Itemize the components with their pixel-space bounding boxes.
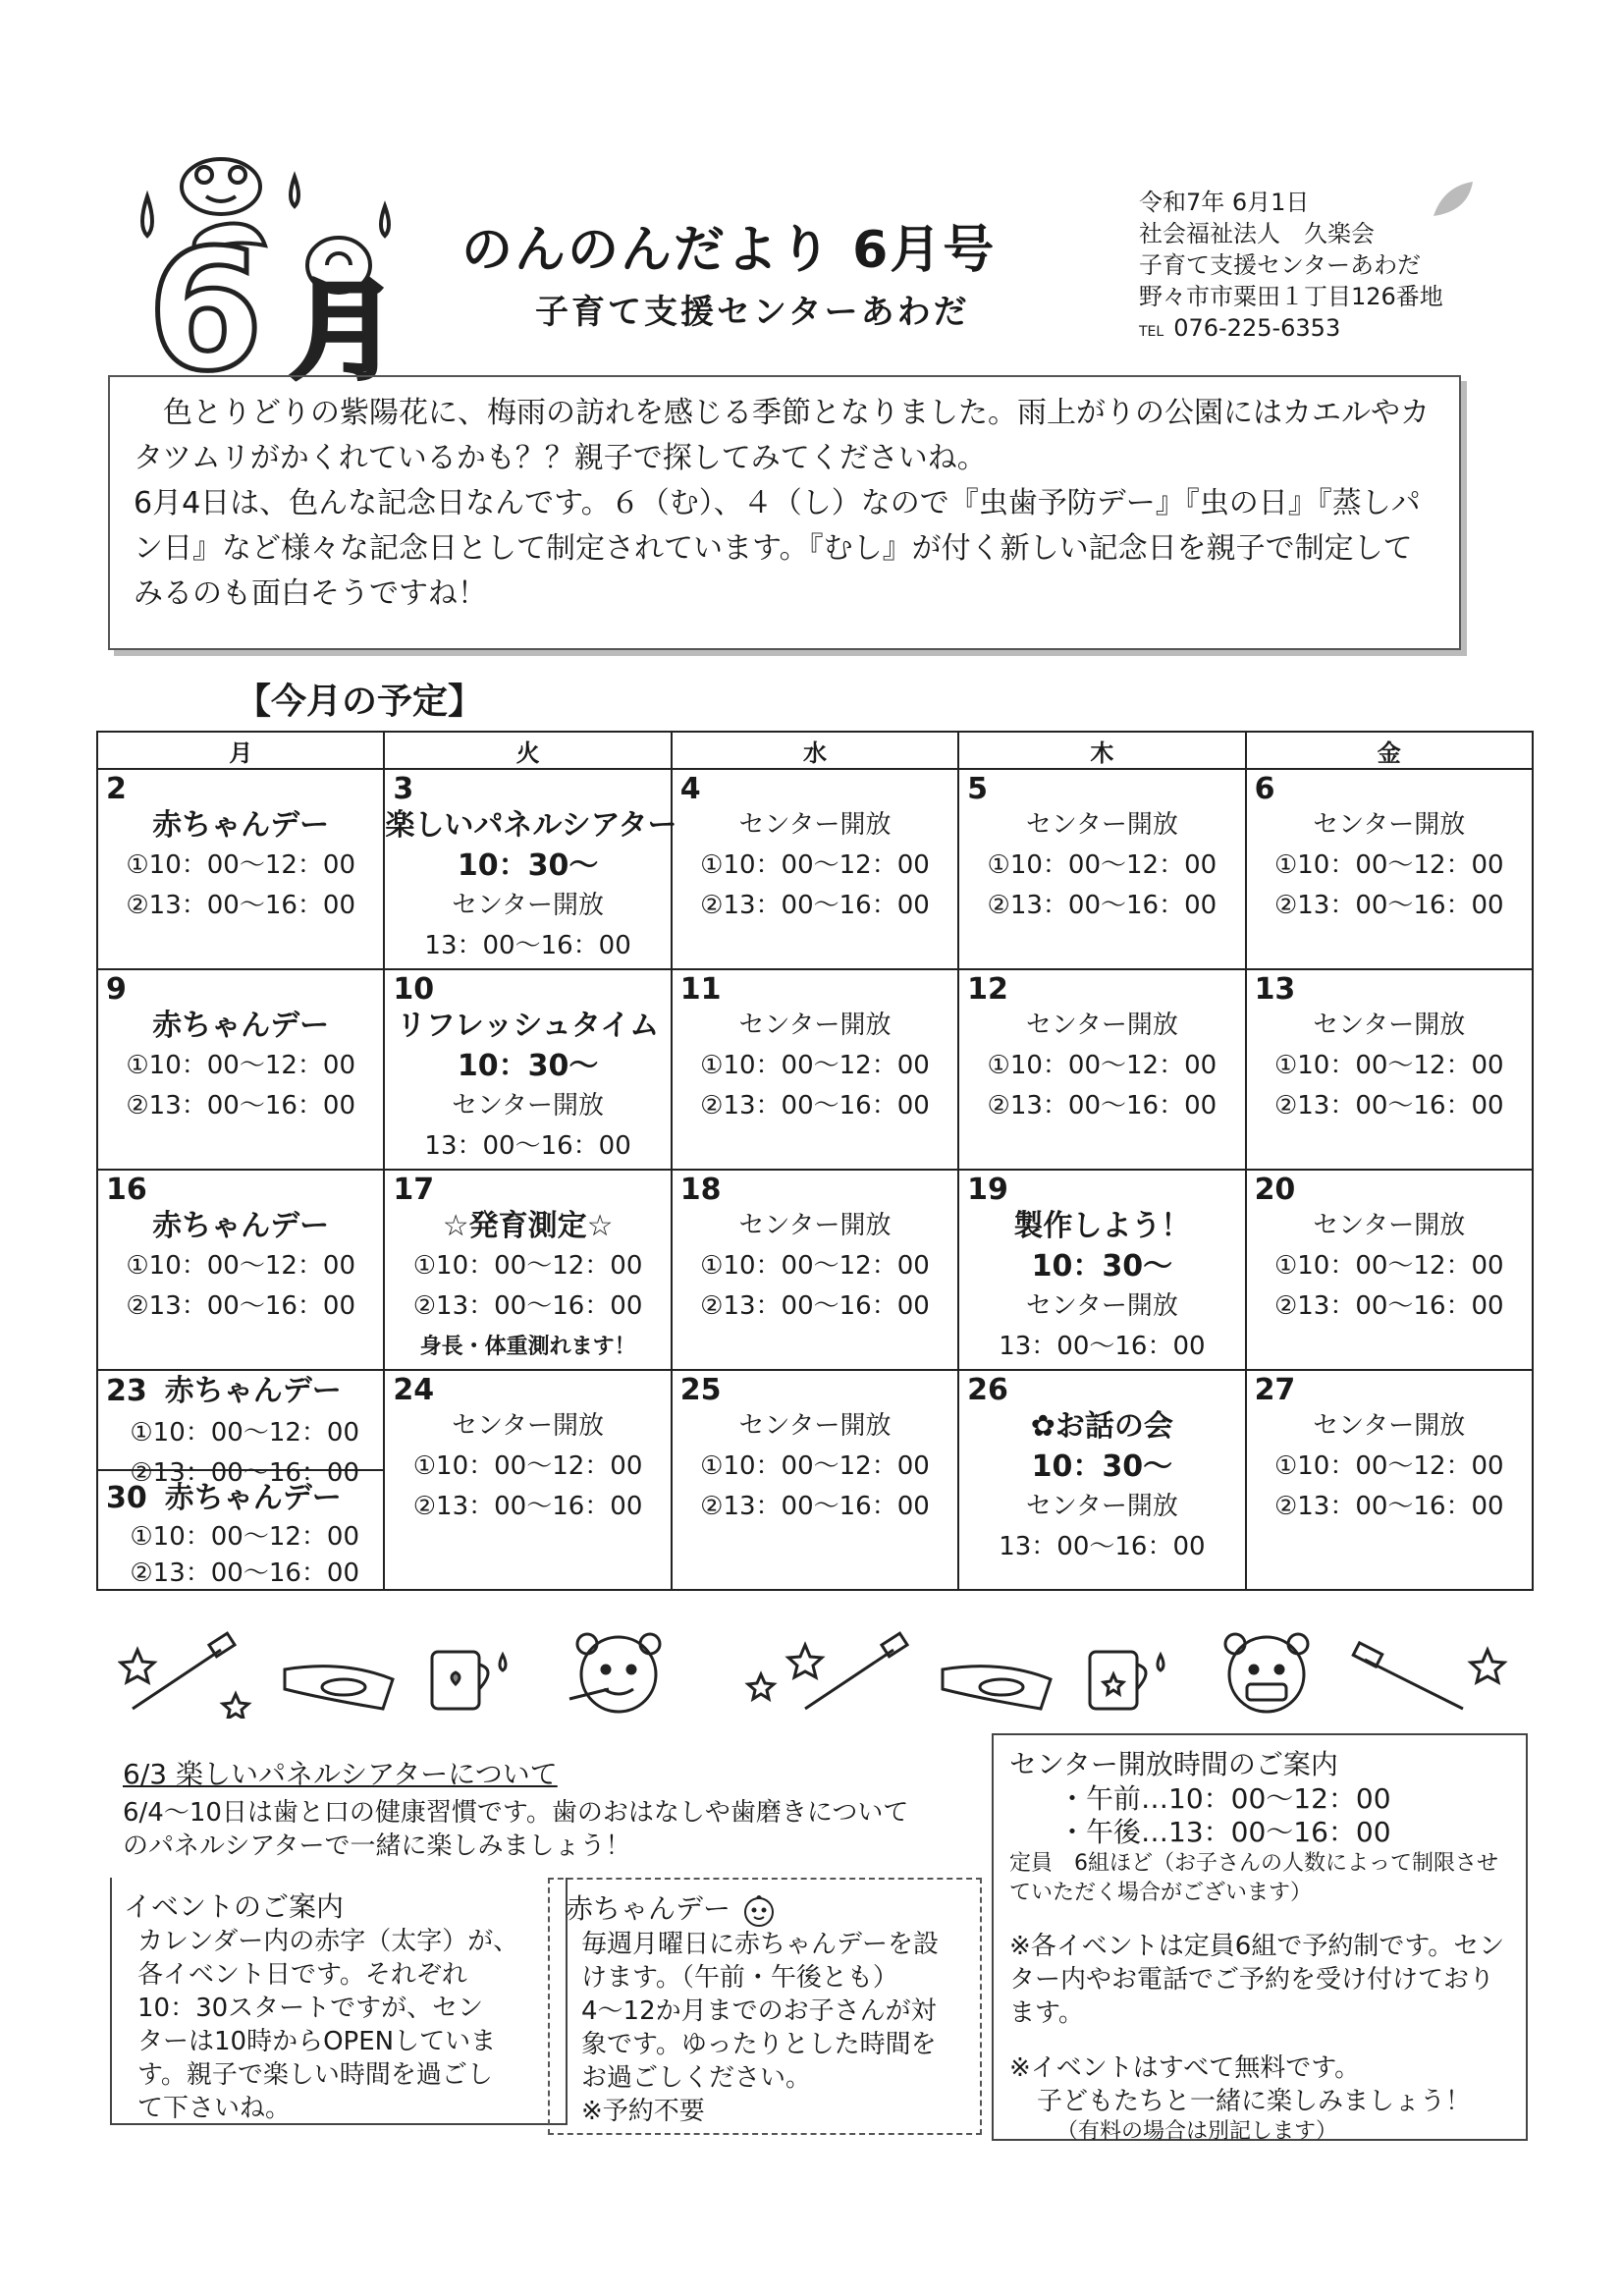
event-story-time: ✿お話の会 (1030, 1409, 1173, 1444)
slot-morning: ①10：00～12：00 (700, 1451, 930, 1481)
center-open: センター開放 (1025, 810, 1178, 840)
day-number: 2 (106, 772, 127, 806)
slot-morning: ①10：00～12：00 (700, 850, 930, 880)
open-hours: 13：00～16：00 (424, 1131, 631, 1161)
weekday-wed: 水 (672, 732, 958, 769)
baby-day-line: お過ごしください。 (581, 2063, 812, 2093)
day-number: 23 (106, 1374, 147, 1408)
day-number: 17 (393, 1173, 435, 1207)
calendar-week-2 (97, 969, 1533, 1170)
slot-morning: ①10：00～12：00 (130, 1522, 360, 1552)
baby-day-line: 4～12か月までのお子さんが対 (581, 1996, 937, 2026)
telephone (1139, 312, 1443, 348)
day-number: 10 (393, 972, 435, 1007)
slot-afternoon: ②13：00～16：00 (700, 1091, 930, 1121)
hours-morning: ・午前…10：00～12：00 (1058, 1782, 1391, 1815)
slot-morning: ①10：00～12：00 (126, 1051, 356, 1080)
leaf-icon (1424, 177, 1483, 226)
calendar-cell-5 (958, 769, 1245, 969)
star-icon (788, 1645, 822, 1677)
intro-message-box (108, 375, 1461, 650)
toothpaste-icon (943, 1667, 1051, 1709)
event-info-line: 各イベント日です。それぞれ (137, 1960, 467, 1990)
calendar-week-4 (97, 1370, 1533, 1590)
event-time: 10：30～ (1031, 1449, 1173, 1484)
slot-morning: ①10：00～12：00 (1273, 1051, 1504, 1080)
baby-day-line: 象です。ゆったりとした時間を (581, 2030, 937, 2059)
monthly-calendar (96, 731, 1534, 1591)
water-drop-icon (1158, 1655, 1163, 1670)
day-number: 3 (393, 772, 414, 806)
cup-icon (1090, 1652, 1146, 1709)
event-baby-day: 赤ちゃんデー (152, 1209, 330, 1243)
event-baby-day: 赤ちゃんデー (152, 1009, 330, 1043)
center-open: センター開放 (738, 1211, 892, 1240)
tel-label: TEL (1139, 324, 1164, 340)
address: 野々市市粟田１丁目126番地 (1139, 283, 1443, 310)
calendar-cell-12 (958, 969, 1245, 1170)
day-number: 9 (106, 972, 127, 1007)
day-number: 13 (1254, 972, 1296, 1007)
day-number: 19 (967, 1173, 1008, 1207)
bear-brushing-icon (569, 1634, 660, 1712)
day-number: 27 (1254, 1373, 1296, 1407)
day-number: 25 (679, 1373, 722, 1407)
baby-day-box (548, 1878, 982, 2135)
enjoy-note: 子どもたちと一緒に楽しみましょう！ (1037, 2087, 1472, 2116)
calendar-week-3 (97, 1170, 1533, 1370)
baby-day-line: 毎週月曜日に赤ちゃんデーを設 (581, 1930, 940, 1959)
baby-day-line: けます。（午前・午後とも） (581, 1963, 898, 1993)
day-number: 18 (679, 1173, 722, 1207)
open-hours: 13：00～16：00 (424, 931, 631, 960)
center-open: センター開放 (738, 810, 892, 840)
event-baby-day: 赤ちゃんデー (152, 808, 330, 843)
panel-theater-title: 6/3 楽しいパネルシアターについて (123, 1758, 558, 1790)
baby-day-title (566, 1887, 964, 1928)
slot-afternoon: ②13：00～16：00 (987, 891, 1217, 920)
water-drop-icon (500, 1655, 506, 1670)
weekday-tue: 火 (384, 732, 671, 769)
calendar-cell-10 (384, 969, 671, 1170)
baby-day-title-text: 赤ちゃんデー (566, 1892, 731, 1925)
slot-afternoon: ②13：00～16：00 (126, 891, 356, 920)
slot-afternoon: ②13：00～16：00 (1273, 1492, 1504, 1521)
slot-afternoon: ②13：00～16：00 (1273, 891, 1504, 920)
slot-afternoon: ②13：00～16：00 (1273, 1291, 1504, 1321)
star-icon (223, 1694, 248, 1719)
newsletter-title: のんのんだより 6月号 (461, 221, 997, 280)
center-open: センター開放 (452, 891, 605, 920)
publisher-info (1139, 187, 1443, 348)
center-open: センター開放 (1313, 810, 1466, 840)
frog-icon (182, 159, 260, 214)
calendar-cell-27 (1246, 1370, 1533, 1590)
slot-afternoon: ②13：00～16：00 (1273, 1091, 1504, 1121)
paid-note: （有料の場合は別記します） (1056, 2119, 1338, 2144)
slot-morning: ①10：00～12：00 (126, 1251, 356, 1281)
event-baby-day: 赤ちゃんデー (164, 1374, 342, 1408)
slot-afternoon: ②13：00～16：00 (412, 1291, 643, 1321)
center-open: センター開放 (1313, 1211, 1466, 1240)
star-icon (121, 1650, 154, 1682)
baby-face-icon (739, 1892, 779, 1928)
slot-morning: ①10：00～12：00 (1273, 850, 1504, 880)
calendar-cell-25 (672, 1370, 958, 1590)
center-open: センター開放 (1025, 1291, 1178, 1321)
weekday-mon: 月 (97, 732, 384, 769)
weekday-fri: 金 (1246, 732, 1533, 769)
weekday-thu: 木 (958, 732, 1245, 769)
event-info-box (110, 1878, 568, 2125)
organization: 社会福祉法人 久楽会 (1139, 220, 1375, 247)
day-number: 30 (106, 1481, 147, 1515)
day-number: 16 (106, 1173, 147, 1207)
panel-theater-line-2: のパネルシアターで一緒に楽しみましょう！ (123, 1831, 631, 1861)
center-open: センター開放 (1313, 1011, 1466, 1040)
slot-afternoon: ②13：00～16：00 (412, 1492, 643, 1521)
calendar-cell-17 (384, 1170, 671, 1370)
schedule-title: 【今月の予定】 (236, 682, 484, 722)
slot-afternoon: ②13：00～16：00 (700, 1492, 930, 1521)
calendar-cell-26 (958, 1370, 1245, 1590)
slot-morning: ①10：00～12：00 (412, 1251, 643, 1281)
center-open: センター開放 (1313, 1411, 1466, 1441)
toothbrush-icon (1353, 1643, 1463, 1709)
calendar-cell-23 (98, 1371, 383, 1488)
center-hours-box (992, 1733, 1528, 2144)
center-open: センター開放 (738, 1011, 892, 1040)
month-badge-illustration (128, 147, 412, 383)
month-kanji: 月 (290, 268, 398, 383)
calendar-cell-24 (384, 1370, 671, 1590)
newsletter-subtitle: 子育て支援センターあわだ (535, 293, 970, 332)
toothbrush-icon (805, 1633, 907, 1709)
capacity-note: 定員 6組ほど（お子さんの人数によって制限させていただく場合がございます） (1009, 1851, 1498, 1905)
event-time: 10：30～ (1031, 1249, 1173, 1284)
open-hours: 13：00～16：00 (999, 1532, 1206, 1561)
calendar-cell-4 (672, 769, 958, 969)
event-info-line: 10：30スタートですが、セン (137, 1994, 484, 2023)
event-time: 10：30～ (457, 1049, 599, 1083)
slot-morning: ①10：00～12：00 (130, 1418, 360, 1448)
slot-morning: ①10：00～12：00 (987, 850, 1217, 880)
reservation-note: ※各イベントは定員6組で予約制です。センター内やお電話でご予約を受け付けております。 (1009, 1932, 1505, 2028)
star-icon (1471, 1650, 1504, 1682)
star-icon (748, 1674, 774, 1699)
day-number: 4 (679, 772, 701, 806)
event-info-line: カレンダー内の赤字（太字）が、 (137, 1927, 519, 1956)
calendar-cell-23-30 (97, 1370, 384, 1590)
event-panel-theater: 楽しいパネルシアター (385, 808, 677, 843)
event-info-line: て下さいね。 (137, 2094, 292, 2123)
day-number: 20 (1254, 1173, 1296, 1207)
intro-paragraph-1: 色とりどりの紫陽花に、梅雨の訪れを感じる季節となりました。雨上がりの公園にはカエルやカタツムリがかくれているかも？？親子で探してみてくださいね。 (134, 396, 1430, 475)
day-number: 12 (967, 972, 1008, 1007)
slot-afternoon: ②13：00～16：00 (700, 891, 930, 920)
calendar-cell-16 (97, 1170, 384, 1370)
calendar-cell-6 (1246, 769, 1533, 969)
calendar-cell-2 (97, 769, 384, 969)
slot-morning: ①10：00～12：00 (1273, 1251, 1504, 1281)
slot-morning: ①10：00～12：00 (1273, 1451, 1504, 1481)
month-number: 6 (147, 214, 264, 383)
slot-afternoon: ②13：00～16：00 (700, 1291, 930, 1321)
calendar-cell-11 (672, 969, 958, 1170)
day-number: 11 (679, 972, 722, 1007)
calendar-cell-9 (97, 969, 384, 1170)
slot-afternoon: ②13：00～16：00 (130, 1558, 360, 1588)
event-time: 10：30～ (457, 848, 599, 883)
slot-morning: ①10：00～12：00 (700, 1051, 930, 1080)
growth-note: 身長・体重測れます！ (419, 1335, 636, 1359)
slot-morning: ①10：00～12：00 (126, 850, 356, 880)
center-open: センター開放 (738, 1411, 892, 1441)
intro-paragraph-2: 6月4日は、色んな記念日なんです。６（む）、４（し）なので『虫歯予防デー』『虫の日』『蒸しパン日』など様々な記念日として制定されています。『むし』が付く新しい記念日を親子で制定してみるのも面白そうですね！ (134, 486, 1421, 611)
calendar-cell-3 (384, 769, 677, 969)
issue-date: 令和7年 6月1日 (1139, 189, 1310, 216)
baby-day-line: ※予約不要 (581, 2097, 705, 2126)
open-hours: 13：00～16：00 (999, 1332, 1206, 1361)
event-refresh-time: リフレッシュタイム (396, 1009, 660, 1043)
day-number: 6 (1254, 772, 1275, 806)
toothpaste-icon (285, 1667, 393, 1709)
decoration-row (118, 1630, 1512, 1719)
free-note: ※イベントはすべて無料です。 (1009, 2053, 1361, 2083)
tel-number: 076-225-6353 (1173, 314, 1341, 342)
slot-afternoon: ②13：00～16：00 (987, 1091, 1217, 1121)
slot-afternoon: ②13：00～16：00 (126, 1291, 356, 1321)
bear-smile-icon (1225, 1634, 1308, 1712)
calendar-header-row (97, 732, 1533, 769)
event-baby-day: 赤ちゃんデー (164, 1481, 342, 1515)
center-name: 子育て支援センターあわだ (1139, 251, 1422, 279)
hours-afternoon: ・午後…13：00～16：00 (1058, 1816, 1391, 1848)
day-number: 26 (967, 1373, 1008, 1407)
event-growth-check: ☆発育測定☆ (442, 1209, 614, 1243)
slot-afternoon: ②13：00～16：00 (130, 1458, 360, 1488)
cup-icon (432, 1652, 488, 1709)
center-open: センター開放 (452, 1091, 605, 1121)
event-info-line: す。親子で楽しい時間を過ごし (137, 2060, 493, 2090)
slot-morning: ①10：00～12：00 (987, 1051, 1217, 1080)
center-open: センター開放 (1025, 1011, 1178, 1040)
slot-afternoon: ②13：00～16：00 (126, 1091, 356, 1121)
panel-theater-section (123, 1753, 987, 1863)
calendar-cell-18 (672, 1170, 958, 1370)
calendar-cell-13 (1246, 969, 1533, 1170)
calendar-week-1 (97, 769, 1533, 969)
event-info-title: イベントのご案内 (124, 1890, 345, 1923)
center-open: センター開放 (452, 1411, 605, 1441)
calendar-cell-20 (1246, 1170, 1533, 1370)
slot-morning: ①10：00～12：00 (700, 1251, 930, 1281)
panel-theater-line-1: 6/4～10日は歯と口の健康習慣です。歯のおはなしや歯磨きについて (123, 1798, 909, 1828)
center-open: センター開放 (1025, 1492, 1178, 1521)
day-number: 5 (967, 772, 989, 806)
event-craft: 製作しよう！ (1013, 1209, 1191, 1243)
day-number: 24 (393, 1373, 435, 1407)
calendar-cell-19 (958, 1170, 1245, 1370)
slot-morning: ①10：00～12：00 (412, 1451, 643, 1481)
toothbrush-icon (133, 1633, 235, 1709)
event-info-line: ターは10時からOPENしていま (137, 2027, 497, 2056)
center-hours-title: センター開放時間のご案内 (1009, 1748, 1338, 1780)
